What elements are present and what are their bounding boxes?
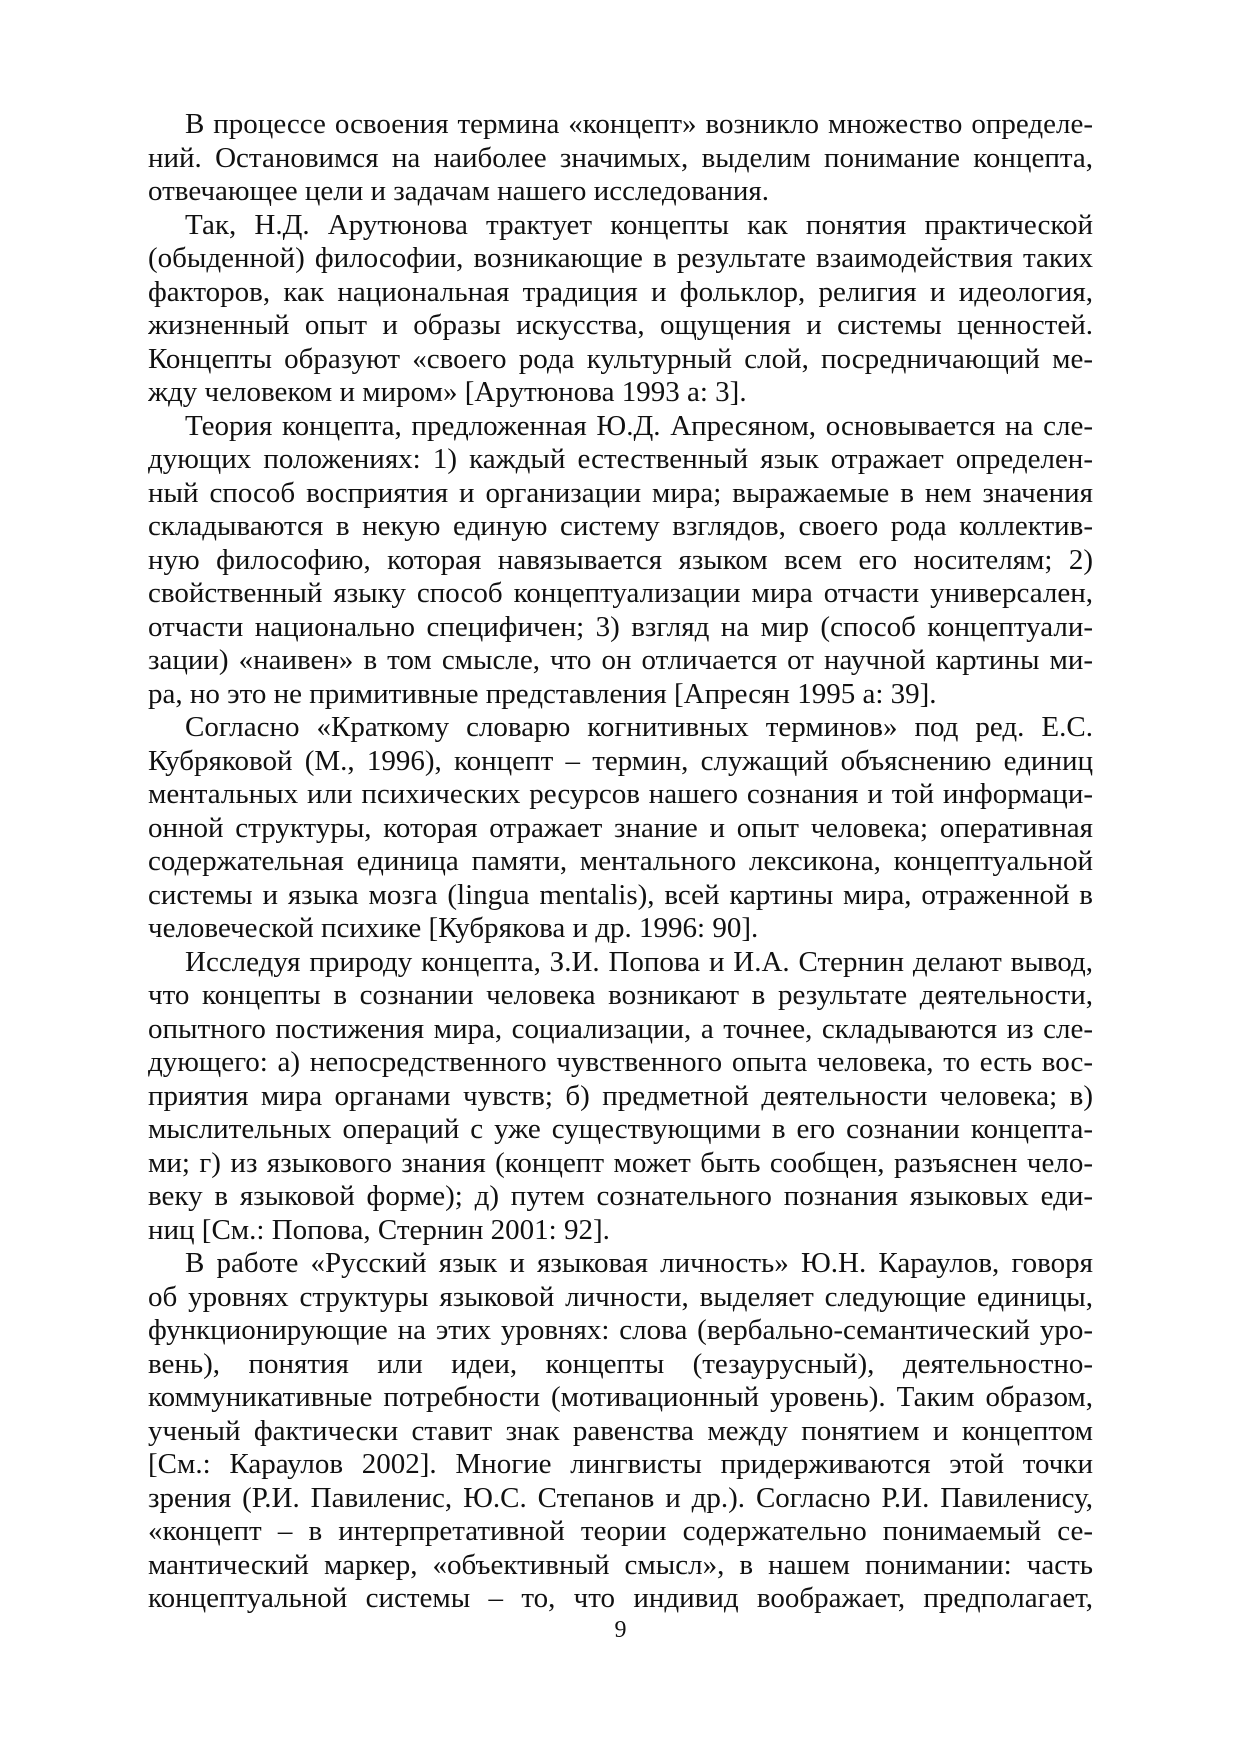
page-body bbox=[148, 108, 1093, 1616]
text-line: что концепты в сознании человека возникают в результате деятельности, bbox=[148, 979, 1093, 1011]
text-line: жду человеком и миром» [Арутюнова 1993 а: 3]. bbox=[148, 376, 747, 408]
text-line: Концепты образуют «своего рода культурный слой, посредничающий ме- bbox=[148, 342, 1093, 375]
text-line: (обыденной) философии, возникающие в результате взаимодействия таких bbox=[148, 242, 1093, 274]
text-line: системы и языка мозга (lingua mentalis), всей картины мира, отраженной в bbox=[148, 878, 1093, 911]
text-line: ра, но это не примитивные представления [Апресян 1995 а: 39]. bbox=[148, 677, 937, 710]
text-line: ученый фактически ставит знак равенства между понятием и концептом bbox=[148, 1414, 1093, 1447]
text-line: веку в языковой форме); д) путем сознательного познания языковых еди- bbox=[148, 1180, 1093, 1212]
text-line: Исследуя природу концепта, З.И. Попова и И.А. Стернин делают вывод, bbox=[185, 945, 1093, 978]
text-line: мыслительных операций с уже существующими в его сознании концепта- bbox=[148, 1113, 1093, 1145]
text-line: об уровнях структуры языковой личности, выделяет следующие единицы, bbox=[148, 1280, 1093, 1313]
text-line: Согласно «Краткому словарю когнитивных терминов» под ред. Е.С. bbox=[185, 711, 1093, 743]
text-line: Кубряковой (М., 1996), концепт – термин, служащий объяснению единиц bbox=[148, 744, 1093, 777]
text-line: зрения (Р.И. Павиленис, Ю.С. Степанов и др.). Согласно Р.И. Павиленису, bbox=[148, 1481, 1093, 1514]
text-line: приятия мира органами чувств; б) предметной деятельности человека; в) bbox=[148, 1079, 1093, 1112]
paragraph bbox=[148, 410, 1093, 712]
text-line: жизненный опыт и образы искусства, ощущения и системы ценностей. bbox=[148, 309, 1093, 341]
text-line: Так, Н.Д. Арутюнова трактует концепты как понятия практической bbox=[185, 208, 1093, 241]
text-line: ний. Остановимся на наиболее значимых, выделим понимание концепта, bbox=[148, 141, 1093, 174]
text-line: зации) «наивен» в том смысле, что он отличается от научной картины ми- bbox=[148, 644, 1093, 676]
text-line: отвечающее цели и задачам нашего исследования. bbox=[148, 175, 769, 207]
paragraph bbox=[148, 209, 1093, 410]
text-line: ную философию, которая навязывается языком всем его носителям; 2) bbox=[148, 543, 1093, 576]
text-line: В процессе освоения термина «концепт» возникло множество определе- bbox=[185, 108, 1093, 140]
text-line: факторов, как национальная традиция и фольклор, религия и идеология, bbox=[148, 275, 1093, 308]
text-line: человеческой психике [Кубрякова и др. 1996: 90]. bbox=[148, 912, 759, 944]
text-line: онной структуры, которая отражает знание и опыт человека; оперативная bbox=[148, 811, 1093, 844]
paragraph bbox=[148, 108, 1093, 209]
text-line: В работе «Русский язык и языковая личность» Ю.Н. Караулов, говоря bbox=[185, 1247, 1093, 1279]
text-line: [См.: Караулов 2002]. Многие лингвисты придерживаются этой точки bbox=[148, 1448, 1093, 1480]
text-line: коммуникативные потребности (мотивационный уровень). Таким образом, bbox=[148, 1381, 1093, 1413]
text-line: функционирующие на этих уровнях: слова (вербально-семантический уро- bbox=[148, 1314, 1093, 1346]
text-line: складываются в некую единую систему взглядов, своего рода коллектив- bbox=[148, 510, 1093, 542]
text-line: Теория концепта, предложенная Ю.Д. Апресяном, основывается на сле- bbox=[185, 409, 1093, 442]
text-line: содержательная единица памяти, ментального лексикона, концептуальной bbox=[148, 845, 1093, 877]
text-line: мантический маркер, «объективный смысл», в нашем понимании: часть bbox=[148, 1548, 1093, 1581]
text-line: ниц [См.: Попова, Стернин 2001: 92]. bbox=[148, 1213, 610, 1246]
text-line: ный способ восприятия и организации мира; выражаемые в нем значения bbox=[148, 476, 1093, 509]
paragraph bbox=[148, 1247, 1093, 1616]
text-line: свойственный языку способ концептуализации мира отчасти универсален, bbox=[148, 577, 1093, 609]
text-line: опытного постижения мира, социализации, а точнее, складываются из сле- bbox=[148, 1012, 1093, 1045]
text-line: ментальных или психических ресурсов нашего сознания и той информаци- bbox=[148, 778, 1093, 810]
text-line: дующих положениях: 1) каждый естественный язык отражает определен- bbox=[148, 443, 1093, 475]
paragraph bbox=[148, 946, 1093, 1248]
text-line: «концепт – в интерпретативной теории содержательно понимаемый се- bbox=[148, 1515, 1093, 1547]
text-line: дующего: а) непосредственного чувственного опыта человека, то есть вос- bbox=[148, 1046, 1093, 1078]
text-line: ми; г) из языкового знания (концепт может быть сообщен, разъяснен чело- bbox=[148, 1146, 1093, 1179]
text-line: отчасти национально специфичен; 3) взгляд на мир (способ концептуали- bbox=[148, 610, 1093, 643]
paragraph bbox=[148, 711, 1093, 946]
text-line: концептуальной системы – то, что индивид воображает, предполагает, bbox=[148, 1582, 1093, 1614]
page-number: 9 bbox=[614, 1617, 627, 1643]
text-line: вень), понятия или идеи, концепты (тезаурусный), деятельностно- bbox=[148, 1347, 1093, 1380]
